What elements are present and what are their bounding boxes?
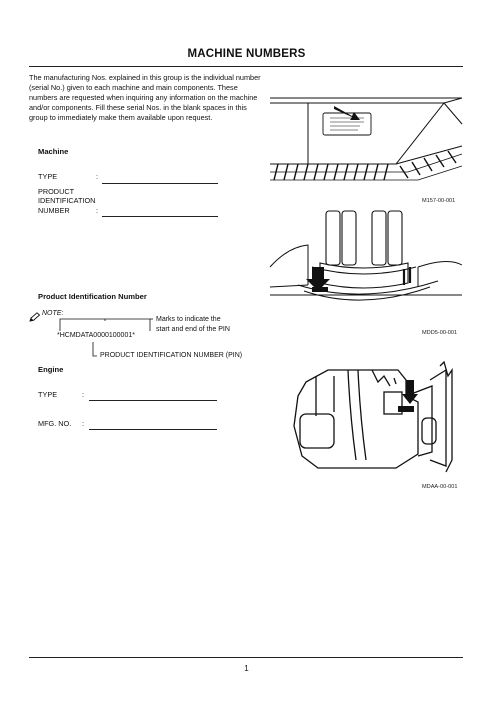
machine-heading: Machine <box>38 147 69 156</box>
page-title: MACHINE NUMBERS <box>187 48 306 60</box>
pin-location-figure <box>268 207 464 325</box>
machine-type-colon: : <box>96 172 99 181</box>
pin-caption: PRODUCT IDENTIFICATION NUMBER (PIN) <box>100 352 243 359</box>
engine-heading: Engine <box>38 365 64 374</box>
machine-pin-label-2: IDENTIFICATION <box>38 196 96 205</box>
page-number: 1 <box>244 664 249 673</box>
machine-type-label: TYPE <box>38 172 58 181</box>
engine-type-label: TYPE <box>38 390 58 399</box>
engine-mfg-field[interactable] <box>89 429 217 430</box>
engine-figure <box>288 356 456 480</box>
engine-mfg-colon: : <box>82 419 85 428</box>
fig2-code: MDD5-00-001 <box>422 330 458 336</box>
fig3-code: MDAA-00-001 <box>422 484 458 490</box>
pin-heading: Product Identification Number <box>38 292 147 301</box>
note-label: NOTE: <box>42 310 64 317</box>
engine-type-colon: : <box>82 390 85 399</box>
pin-example: *HCMDATA0000100001* <box>57 332 135 339</box>
marks-text-line-2: start and end of the PIN <box>156 326 230 333</box>
machine-plate-figure <box>268 76 464 196</box>
engine-type-field[interactable] <box>89 400 217 401</box>
machine-pin-colon: : <box>96 206 99 215</box>
marks-text-line-1: Marks to indicate the <box>156 316 221 323</box>
machine-pin-label-1: PRODUCT <box>38 187 75 196</box>
fig1-code: M157-00-001 <box>422 198 456 204</box>
footer-rule <box>29 657 463 658</box>
intro-paragraph: The manufacturing Nos. explained in this group is the individual number (serial No.) given to each machine and main components. These numbers are requested when inquiring any information on the machine and/or components. Fill these serial Nos. in the blank spaces in this group to immediately make them available upon request. <box>29 73 261 123</box>
engine-mfg-label: MFG. NO. <box>38 419 72 428</box>
machine-pin-label-3: NUMBER <box>38 206 70 215</box>
